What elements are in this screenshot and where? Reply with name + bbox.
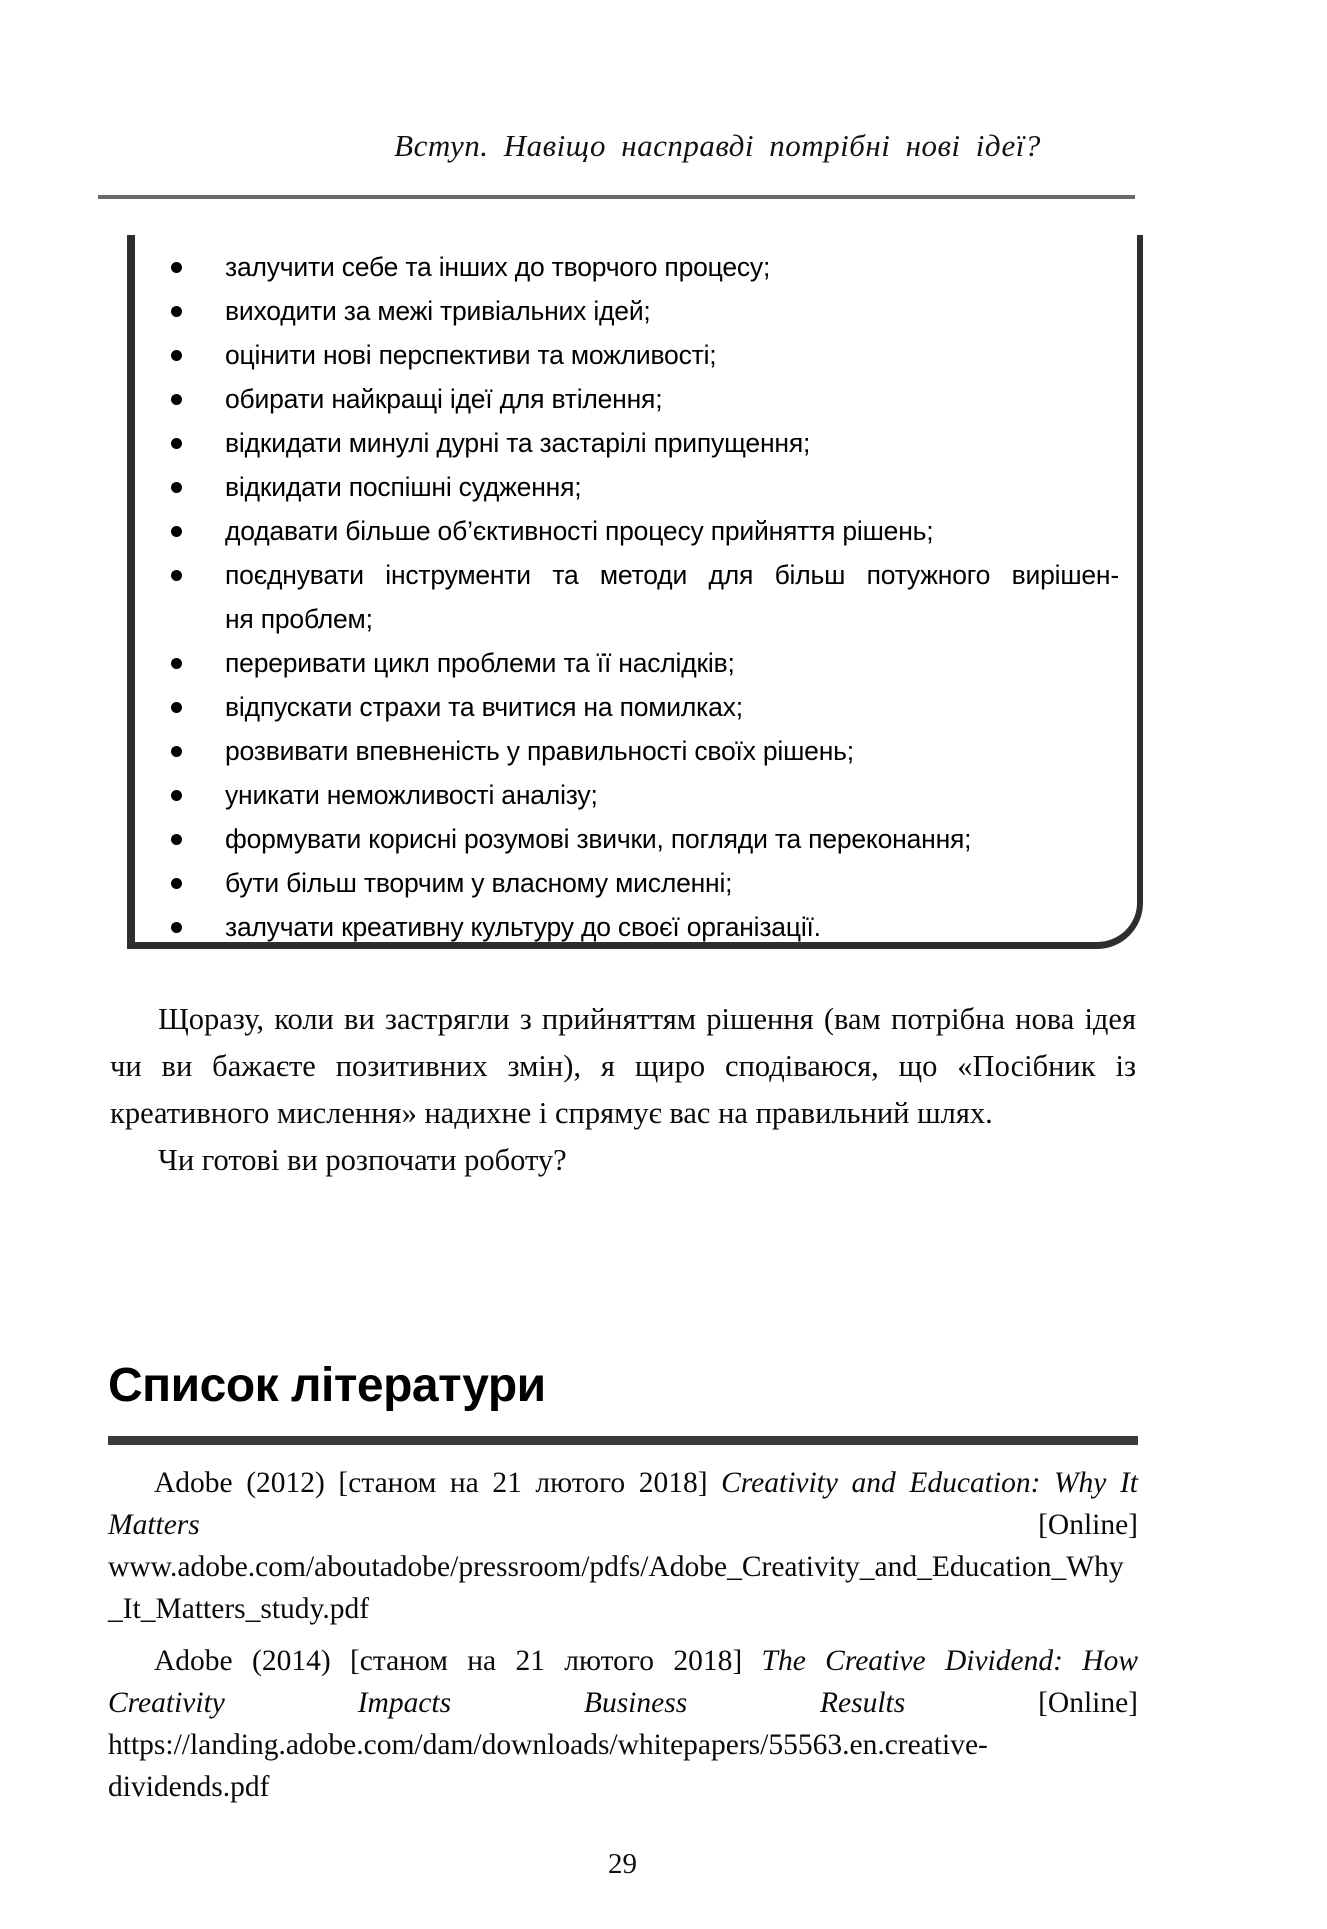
list-item-line: переривати цикл проблеми та її наслідків; (225, 648, 735, 678)
bullet-icon (171, 438, 182, 449)
list-item-line: залучити себе та інших до творчого процесу; (225, 252, 771, 282)
running-header: Вступ. Навіщо насправді потрібні нові ідеї? (394, 128, 1041, 163)
paragraph: Щоразу, коли ви застрягли з прийняттям рішення (вам потрібна нова ідея чи ви бажаєте позитивних змін), я щиро сподіваюся, що «Посібник із креативного мислення» надихне і спрямує вас на правильний шлях. (110, 1002, 1136, 1130)
list-item-line: відкидати минулі дурні та застарілі припущення; (225, 428, 811, 458)
bullet-list (135, 245, 1119, 949)
list-item-line: додавати більше об’єктивності процесу прийняття рішень; (225, 516, 934, 546)
bullet-box (127, 235, 1143, 949)
bib-text: [Online] https://landing.adobe.com/dam/downloads/whitepapers/55563.en.creative-dividends.pdf (108, 1687, 1138, 1803)
list-item-line: поєднувати інструменти та методи для більш потужного вирішен- (225, 560, 1119, 590)
list-item (135, 377, 1119, 421)
list-item (135, 289, 1119, 333)
body-text (110, 996, 1136, 1184)
bib-text: Adobe (2012) [станом на 21 лютого 2018] (154, 1467, 722, 1499)
list-item (135, 729, 1119, 773)
bullet-icon (171, 746, 182, 757)
list-item-line: розвивати впевненість у правильності своїх рішень; (225, 736, 854, 766)
bullet-icon (171, 570, 182, 581)
list-item (135, 685, 1119, 729)
list-item-line: виходити за межі тривіальних ідей; (225, 296, 651, 326)
section-title: Список літератури (108, 1359, 546, 1412)
list-item-line: формувати корисні розумові звички, погляди та переконання; (225, 824, 972, 854)
list-item (135, 421, 1119, 465)
list-item-line: бути більш творчим у власному мисленні; (225, 868, 733, 898)
list-item-line: обирати найкращі ідеї для втілення; (225, 384, 663, 414)
paragraph: Чи готові ви розпочати роботу? (158, 1143, 567, 1177)
header-rule (98, 195, 1135, 199)
list-item-line: уникати неможливості аналізу; (225, 780, 598, 810)
bullet-icon (171, 658, 182, 669)
list-item-line: ня проблем; (225, 604, 373, 634)
bib-text: Adobe (2014) [станом на 21 лютого 2018] (154, 1645, 762, 1677)
bullet-icon (171, 922, 182, 933)
list-item-line: залучати креативну культуру до своєї організації. (225, 912, 821, 942)
page-number: 29 (608, 1848, 637, 1880)
list-item (135, 861, 1119, 905)
list-item-line: відпускати страхи та вчитися на помилках; (225, 692, 743, 722)
bullet-icon (171, 350, 182, 361)
bib-title-italic: Creativity and Education: Why It Matters (108, 1467, 1138, 1541)
bullet-icon (171, 482, 182, 493)
list-item (135, 333, 1119, 377)
bullet-icon (171, 526, 182, 537)
list-item (135, 465, 1119, 509)
list-item (135, 553, 1119, 641)
bib-text: [Online] www.adobe.com/aboutadobe/pressroom/pdfs/Adobe_Creativity_and_Education_Why_It_Matters_study.pdf (108, 1509, 1138, 1625)
bibliography-entry (108, 1462, 1138, 1630)
bibliography-list (108, 1462, 1138, 1818)
bullet-icon (171, 394, 182, 405)
bib-title-italic: The Creative Dividend: How Creativity Impacts Business Results (108, 1645, 1138, 1719)
bullet-icon (171, 834, 182, 845)
list-item-line: оцінити нові перспективи та можливості; (225, 340, 717, 370)
list-item (135, 817, 1119, 861)
list-item (135, 245, 1119, 289)
list-item-line: відкидати поспішні судження; (225, 472, 582, 502)
list-item (135, 905, 1119, 949)
bullet-icon (171, 790, 182, 801)
bullet-icon (171, 262, 182, 273)
section-title-rule (108, 1436, 1138, 1445)
bibliography-entry (108, 1640, 1138, 1808)
list-item (135, 773, 1119, 817)
list-item (135, 509, 1119, 553)
bullet-icon (171, 306, 182, 317)
bullet-icon (171, 702, 182, 713)
bullet-icon (171, 878, 182, 889)
list-item (135, 641, 1119, 685)
